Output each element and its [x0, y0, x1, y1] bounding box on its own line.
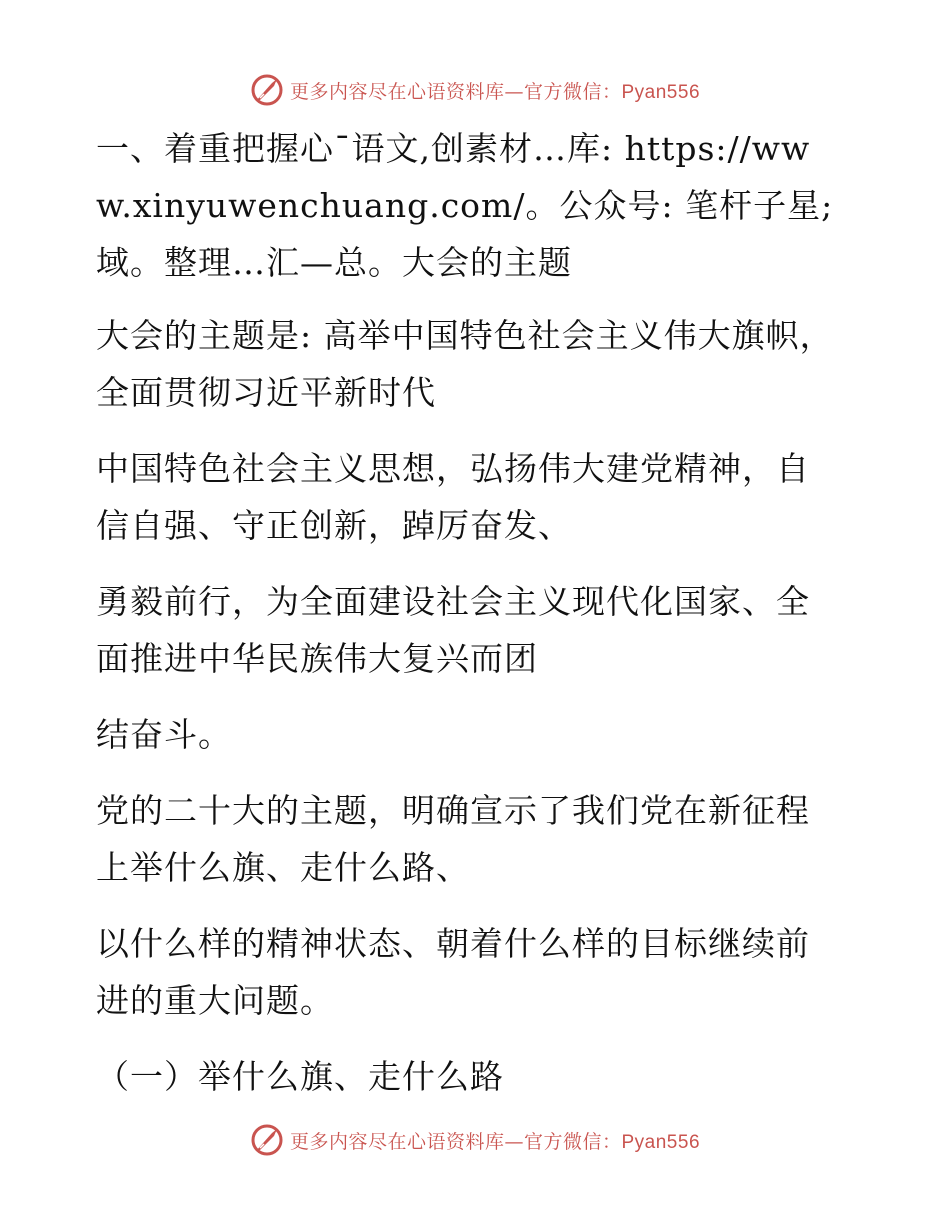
paragraph: 中国特色社会主义思想，弘扬伟大建党精神，自信自强、守正创新，踔厉奋发、	[96, 449, 810, 545]
paragraph: 结奋斗。	[96, 715, 232, 754]
paragraph: 大会的主题是: 高举中国特色社会主义伟大旗帜，全面贯彻习近平新时代	[96, 316, 834, 412]
paragraph: 以什么样的精神状态、朝着什么样的目标继续前进的重大问题。	[96, 924, 810, 1020]
quill-logo-icon	[250, 1123, 284, 1157]
section-heading: （一）举什么旗、走什么路	[96, 1057, 504, 1096]
banner-text: 更多内容尽在心语资料库—官方微信：Pyan556	[289, 1130, 701, 1153]
paragraph: 一、着重把握心¯语文,创素材…库: https://www.xinyuwenchuang.com/。公众号: 笔杆子星;域。整理…汇—总。大会的主题	[96, 129, 834, 282]
wechat-id: Pyan556	[621, 81, 701, 103]
header-banner	[0, 70, 950, 110]
quill-logo-icon	[250, 73, 284, 107]
paragraph: 党的二十大的主题，明确宣示了我们党在新征程上举什么旗、走什么路、	[96, 791, 810, 887]
footer-banner	[0, 1120, 950, 1160]
paragraph: 勇毅前行，为全面建设社会主义现代化国家、全面推进中华民族伟大复兴而团	[96, 582, 810, 678]
banner-text: 更多内容尽在心语资料库—官方微信：Pyan556	[289, 80, 701, 103]
wechat-id: Pyan556	[621, 1131, 701, 1153]
document-body	[96, 120, 836, 1124]
